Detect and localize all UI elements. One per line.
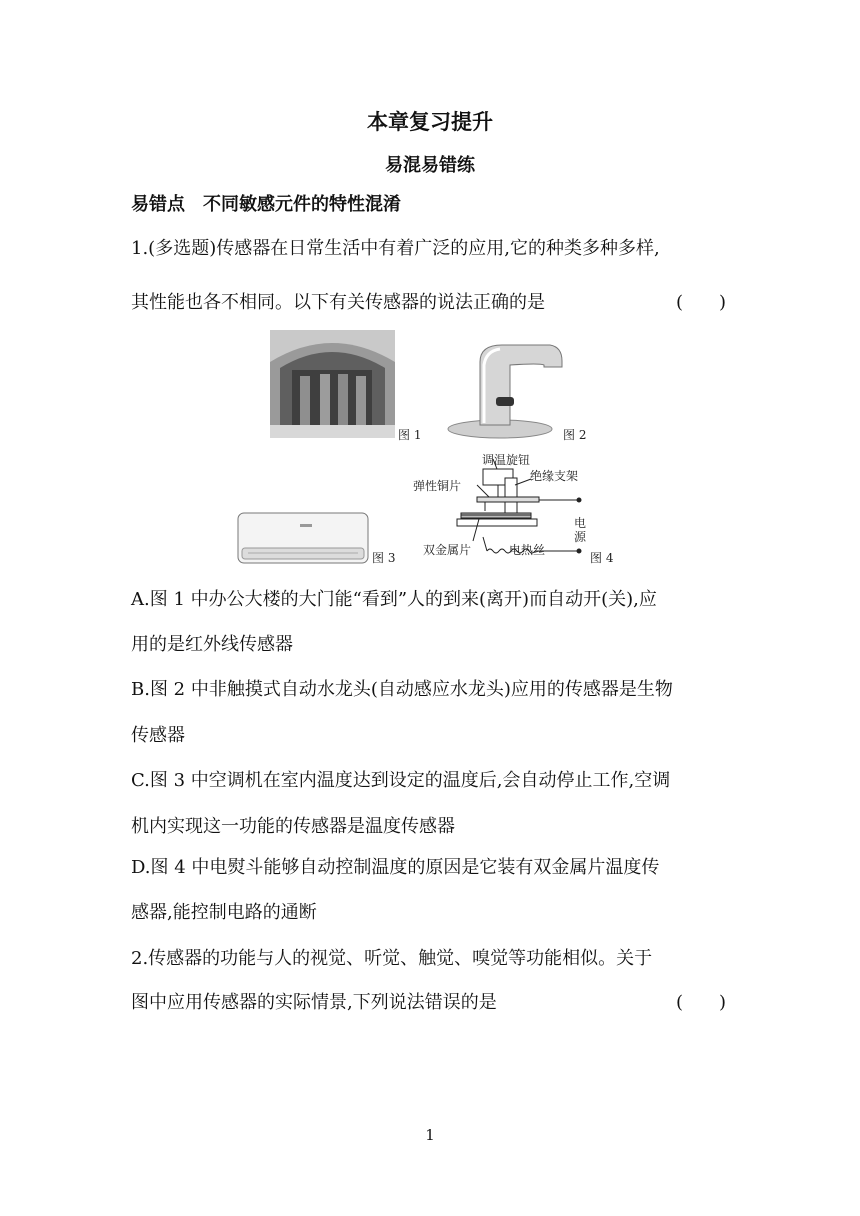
revolving-door-photo (270, 330, 395, 438)
q1-text-line2: 其性能也各不相同。以下有关传感器的说法正确的是 (131, 292, 545, 313)
figure-4-caption: 图 4 (590, 551, 614, 565)
knob-label: 调温旋钮 (482, 453, 531, 467)
q1-text-line1: 1.(多选题)传感器在日常生活中有着广泛的应用,它的种类多种多样, (131, 238, 660, 259)
q1-answer-blank: ( ) (676, 292, 727, 313)
option-c-line2: 机内实现这一功能的传感器是温度传感器 (131, 816, 455, 837)
page-title: 本章复习提升 (367, 110, 493, 134)
q2-text-line1: 2.传感器的功能与人的视觉、听觉、触觉、嗅觉等功能相似。关于 (131, 948, 653, 969)
option-a-line1: A.图 1 中办公大楼的大门能“看到”人的到来(离开)而自动开(关),应 (131, 589, 657, 610)
option-a-line2: 用的是红外线传感器 (131, 634, 293, 655)
option-b-line1: B.图 2 中非触摸式自动水龙头(自动感应水龙头)应用的传感器是生物 (131, 679, 673, 700)
heater-label: 电热丝 (509, 543, 546, 557)
page-number: 1 (425, 1126, 435, 1144)
section-heading: 易错点 不同敏感元件的特性混淆 (131, 194, 401, 215)
figure-3-caption: 图 3 (372, 551, 396, 565)
faucet-photo (440, 337, 570, 445)
section-subtitle: 易混易错练 (385, 155, 475, 176)
option-d-line1: D.图 4 中电熨斗能够自动控制温度的原因是它装有双金属片温度传 (131, 857, 660, 878)
power-label-2: 源 (574, 530, 587, 544)
q2-text-line2: 图中应用传感器的实际情景,下列说法错误的是 (131, 992, 497, 1013)
insulator-label: 绝缘支架 (530, 469, 579, 483)
copper-label: 弹性铜片 (413, 479, 462, 493)
option-d-line2: 感器,能控制电路的通断 (131, 902, 317, 923)
air-conditioner-photo (236, 510, 370, 566)
figure-2-caption: 图 2 (563, 428, 587, 442)
figure-1-caption: 图 1 (398, 428, 422, 442)
power-label-1: 电 (574, 516, 587, 530)
option-b-line2: 传感器 (131, 725, 185, 746)
bimetal-label: 双金属片 (423, 543, 472, 557)
q2-answer-blank: ( ) (676, 992, 727, 1013)
option-c-line1: C.图 3 中空调机在室内温度达到设定的温度后,会自动停止工作,空调 (131, 770, 671, 791)
